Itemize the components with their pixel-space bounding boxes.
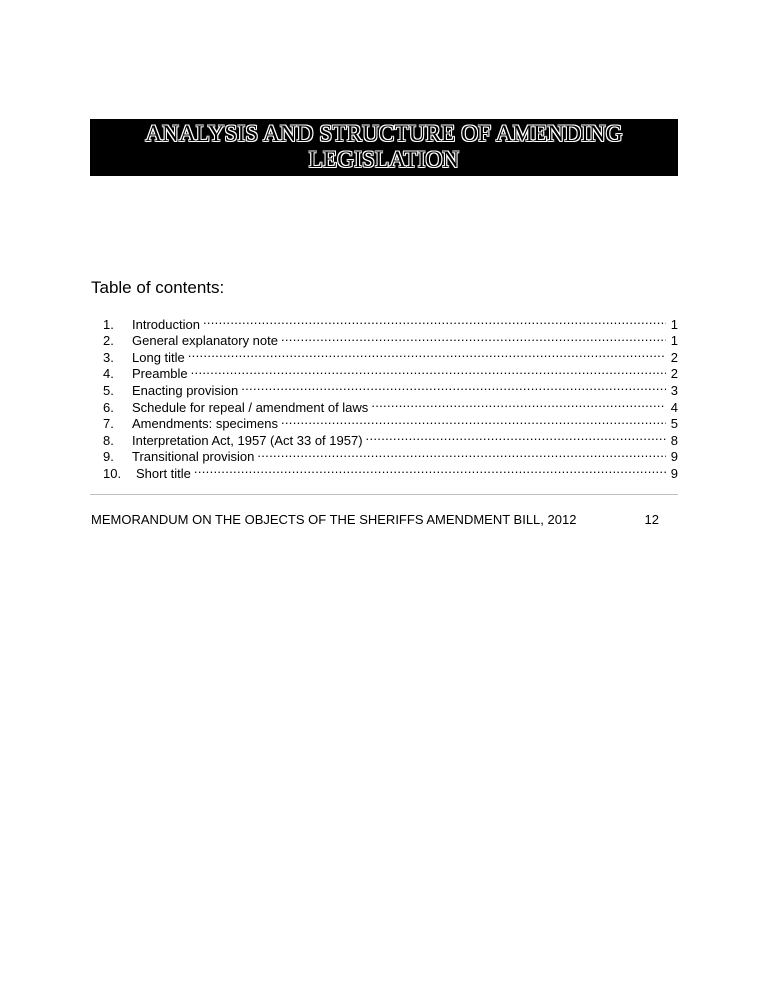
toc-item-number: 10. — [103, 465, 122, 481]
toc-item-number: 2. — [103, 333, 114, 349]
toc-item-number: 7. — [103, 416, 114, 432]
toc-item-page: 2 — [670, 366, 678, 382]
toc-item-number: 9. — [103, 449, 114, 465]
footer-page-number: 12 — [644, 512, 659, 527]
toc-dot-leader — [191, 362, 666, 379]
title-line-1: ANALYSIS AND STRUCTURE OF AMENDING — [145, 121, 623, 146]
footer-text: MEMORANDUM ON THE OBJECTS OF THE SHERIFFS AMENDMENT BILL, 2012 — [91, 512, 577, 527]
page-footer — [91, 512, 659, 528]
toc-item-title: Amendments: specimens — [132, 416, 278, 432]
toc-item-page: 5 — [670, 416, 678, 432]
toc-item-introduction[interactable] — [103, 312, 678, 332]
toc-dot-leader — [366, 428, 666, 445]
toc-item-page: 4 — [670, 399, 678, 415]
toc-item-number: 3. — [103, 349, 114, 365]
toc-dot-leader — [257, 445, 666, 462]
title-banner — [90, 119, 678, 176]
toc-item-title: Introduction — [132, 316, 200, 332]
toc-item-title: Enacting provision — [132, 382, 239, 398]
toc-item-page: 1 — [670, 333, 678, 349]
toc-item-page: 2 — [670, 349, 678, 365]
toc-dot-leader — [371, 395, 666, 412]
toc-dot-leader — [203, 312, 666, 329]
toc-dot-leader — [194, 461, 666, 478]
toc-item-enacting-provision[interactable] — [103, 378, 678, 398]
toc-list — [103, 312, 678, 481]
toc-item-title: General explanatory note — [132, 333, 278, 349]
toc-dot-leader — [281, 329, 666, 346]
title-line-2: LEGISLATION — [308, 147, 460, 172]
toc-item-title: Transitional provision — [132, 449, 255, 465]
toc-item-title: Preamble — [132, 366, 188, 382]
toc-item-page: 9 — [670, 449, 678, 465]
toc-item-title: Long title — [132, 349, 185, 365]
toc-item-page: 1 — [670, 316, 678, 332]
toc-item-number: 8. — [103, 432, 114, 448]
toc-item-title: Interpretation Act, 1957 (Act 33 of 1957) — [132, 432, 363, 448]
toc-item-title: Schedule for repeal / amendment of laws — [132, 399, 369, 415]
toc-item-number: 4. — [103, 366, 114, 382]
toc-item-page: 3 — [670, 382, 678, 398]
toc-dot-leader — [241, 378, 666, 395]
toc-item-title: Short title — [136, 465, 191, 481]
footer-divider — [90, 494, 678, 495]
toc-item-page: 8 — [670, 432, 678, 448]
toc-dot-leader — [281, 412, 666, 429]
toc-item-page: 9 — [670, 465, 678, 481]
toc-item-long-title[interactable] — [103, 345, 678, 365]
toc-item-number: 5. — [103, 382, 114, 398]
toc-item-preamble[interactable] — [103, 362, 678, 382]
toc-item-number: 1. — [103, 316, 114, 332]
toc-item-number: 6. — [103, 399, 114, 415]
toc-heading: Table of contents: — [91, 278, 225, 297]
toc-dot-leader — [188, 345, 666, 362]
